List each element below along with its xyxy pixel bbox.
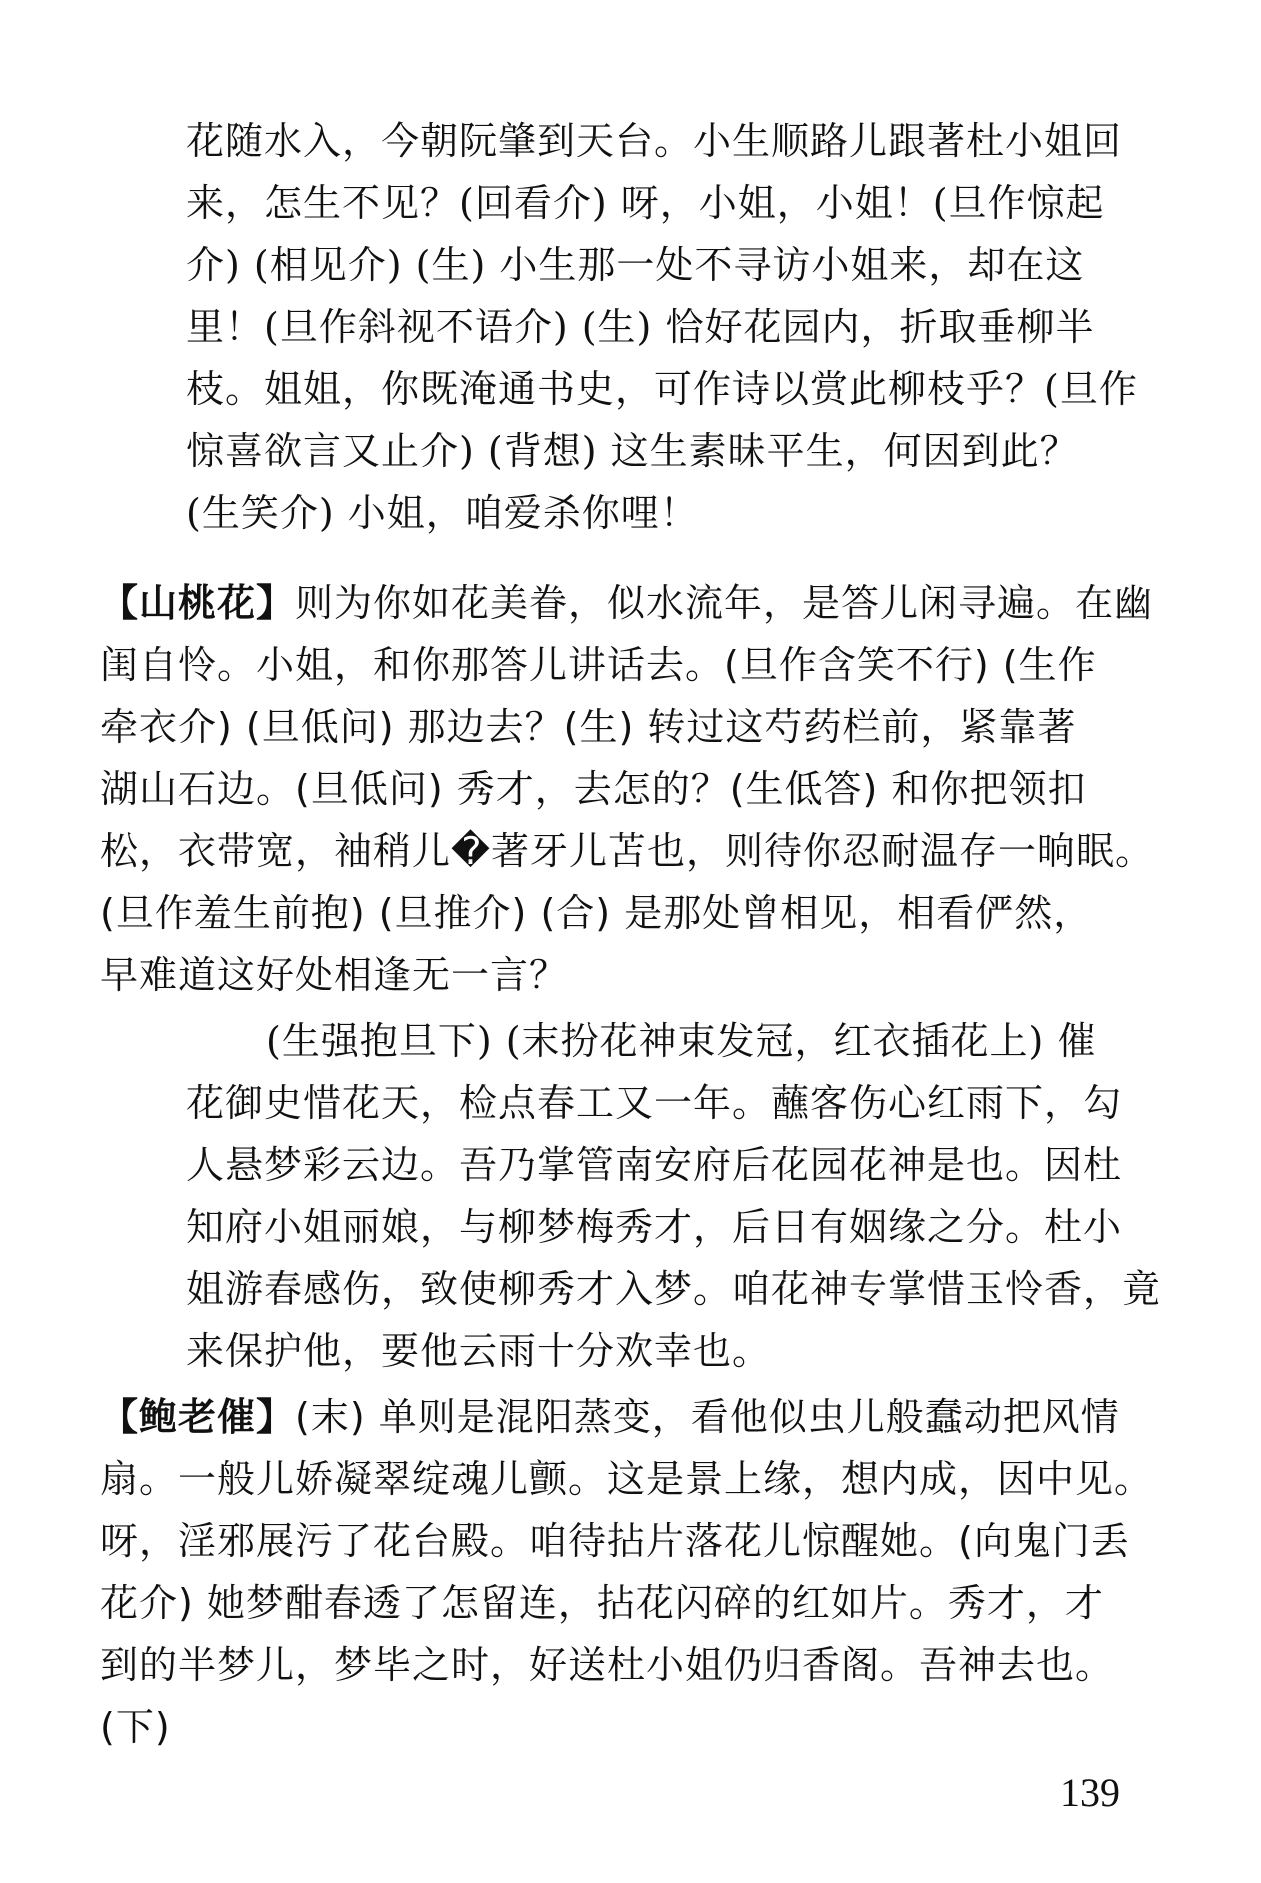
text-line: 花随水入，今朝阮肇到天台。小生顺路儿跟著杜小姐回 [186,119,1123,163]
aria-first-line: 则为你如花美眷，似水流年，是答儿闲寻遍。在幽 [295,581,1154,625]
text-line: 花御史惜花天，检点春工又一年。蘸客伤心红雨下，勾 [186,1081,1123,1125]
text-line: 花介) 她梦酣春透了怎留连，拈花闪碎的红如片。秀才，才 [100,1581,1104,1625]
text-line: 早难道这好处相逢无一言？ [100,953,569,997]
text-line: 来保护他，要他云雨十分欢幸也。 [186,1329,772,1373]
text-line: (下) [100,1705,171,1749]
text-line: 牵衣介) (旦低问) 那边去？(生) 转过这芍药栏前，紧靠著 [100,705,1077,749]
text-line [100,1386,1176,1448]
aria-first-line: (末) 单则是混阳蒸变，看他似虫儿般蠢动把风情 [295,1395,1120,1439]
text-line: 人悬梦彩云边。吾乃掌管南安府后花园花神是也。因杜 [186,1143,1123,1187]
text-line: 介) (相见介) (生) 小生那一处不寻访小姐来，却在这 [186,243,1085,287]
stage-direction-block-1 [186,110,1176,544]
text-line: (旦作羞生前抱) (旦推介) (合) 是那处曾相见，相看俨然， [100,891,1093,935]
page-number: 139 [1060,1770,1120,1815]
text-line: (生强抱旦下) (末扮花神束发冠，红衣插花上) 催 [266,1019,1097,1063]
aria-block-shantaohua [100,572,1176,1006]
text-line: 闺自怜。小姐，和你那答儿讲话去。(旦作含笑不行) (生作 [100,643,1097,687]
text-line: 松，衣带宽，袖稍儿�著牙儿苫也，则待你忍耐温存一晌眠。 [100,829,1154,873]
text-line: 枝。姐姐，你既淹通书史，可作诗以赏此柳枝乎？(旦作 [186,367,1138,411]
tune-title: 【鲍老催】 [100,1395,296,1439]
tune-title: 【山桃花】 [100,581,296,625]
text-line: 扇。一般儿娇凝翠绽魂儿颤。这是景上缘，想内成，因中见。 [100,1457,1154,1501]
text-line: 姐游春感伤，致使柳秀才入梦。咱花神专掌惜玉怜香，竟 [186,1267,1162,1311]
text-line: (生笑介) 小姐，咱爱杀你哩！ [186,491,699,535]
text-line: 湖山石边。(旦低问) 秀才，去怎的？(生低答) 和你把领扣 [100,767,1087,811]
text-line: 来，怎生不见？(回看介) 呀，小姐，小姐！(旦作惊起 [186,181,1105,225]
text-line: 知府小姐丽娘，与柳梦梅秀才，后日有姻缘之分。杜小 [186,1205,1123,1249]
stage-direction-block-2 [186,1010,1176,1382]
text-line [100,572,1176,634]
text-line: 到的半梦儿，梦毕之时，好送杜小姐仍归香阁。吾神去也。 [100,1643,1115,1687]
aria-block-baolaocui [100,1386,1176,1758]
text-line: 里！(旦作斜视不语介) (生) 恰好花园内，折取垂柳半 [186,305,1095,349]
text-line: 呀，淫邪展污了花台殿。咱待拈片落花儿惊醒她。(向鬼门丢 [100,1519,1130,1563]
text-line: 惊喜欲言又止介) (背想) 这生素昧平生，何因到此？ [186,429,1079,473]
